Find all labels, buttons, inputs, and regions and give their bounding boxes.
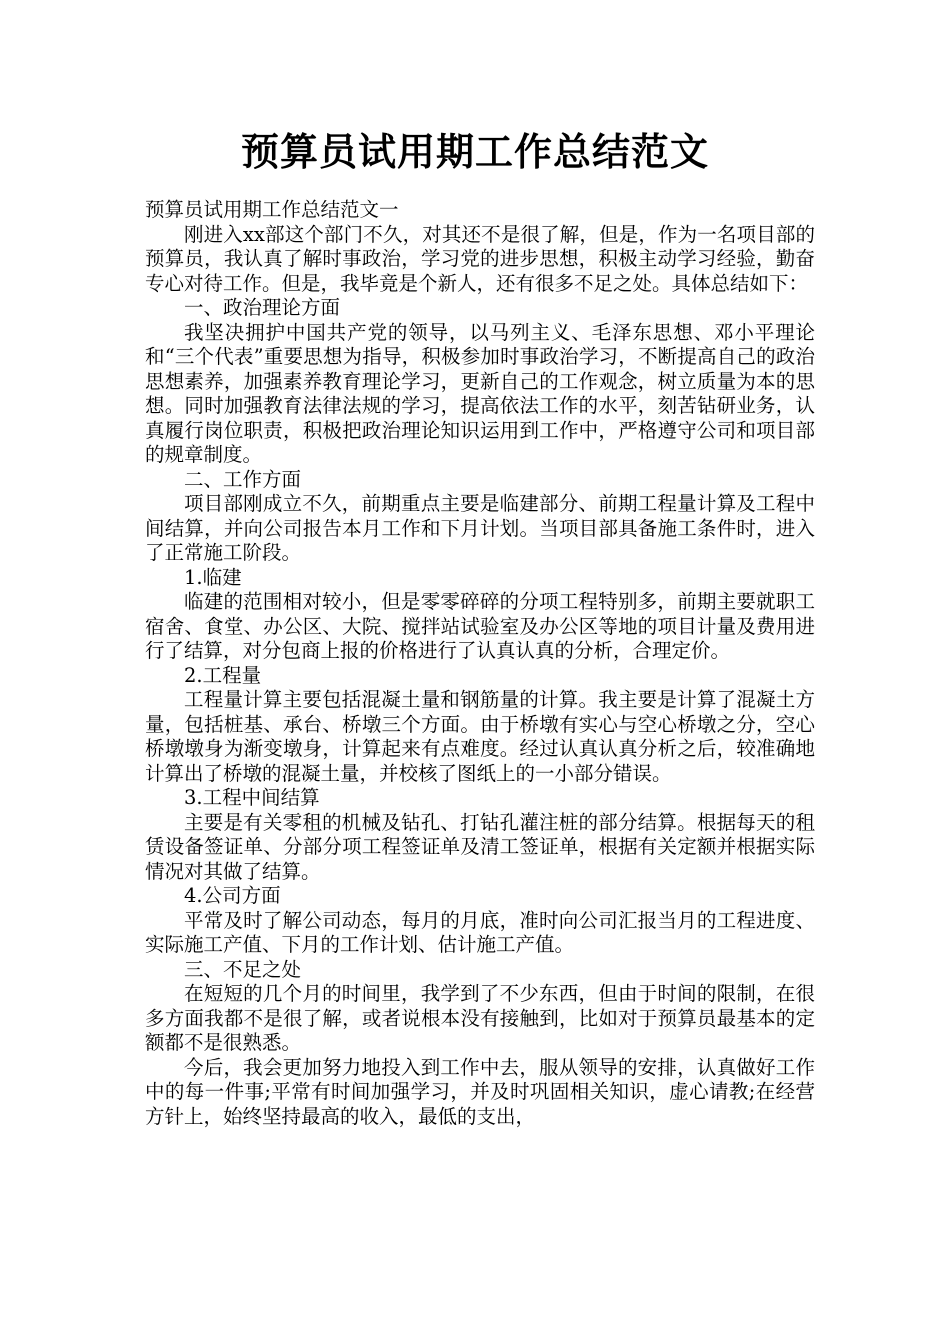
section-heading: 1.临建: [184, 565, 242, 589]
paragraph: 临建的范围相对较小，但是零零碎碎的分项工程特别多，前期主要就职工宿舍、食堂、办公区、大院、搅拌站试验室及办公区等地的项目计量及费用进行了结算，对分包商上报的价格进行了认真认真的分析，合理定价。: [145, 590, 815, 662]
paragraph: 今后，我会更加努力地投入到工作中去，服从领导的安排，认真做好工作中的每一件事;平常有时间加强学习，并及时巩固相关知识，虚心请教;在经营方针上，始终坚持最高的收入，最低的支出，: [145, 1055, 815, 1128]
section-heading: 3.工程中间结算: [184, 786, 320, 809]
section-heading: 2.工程量: [184, 663, 262, 687]
paragraph: 平常及时了解公司动态，每月的月底，准时向公司汇报当月的工程进度、实际施工产值、下月的工作计划、估计施工产值。: [145, 908, 815, 956]
paragraph: 工程量计算主要包括混凝土量和钢筋量的计算。我主要是计算了混凝土方量，包括桩基、承台、桥墩三个方面。由于桥墩有实心与空心桥墩之分，空心桥墩墩身为渐变墩身，计算起来有点难度。经过认真认真分析之后，较准确地计算出了桥墩的混凝土量，并校核了图纸上的一小部分错误。: [145, 688, 815, 785]
paragraph: 我坚决拥护中国共产党的领导，以马列主义、毛泽东思想、邓小平理论和“三个代表”重要思想为指导，积极参加时事政治学习，不断提高自己的政治思想素养，加强素养教育理论学习，更新自己的工作观念，树立质量为本的思想。同时加强教育法律法规的学习，提高依法工作的水平，刻苦钻研业务，认真履行岗位职责，积极把政治理论知识运用到工作中，严格遵守公司和项目部的规章制度。: [145, 320, 815, 466]
document-title: 预算员试用期工作总结范文: [240, 130, 709, 174]
paragraph: 项目部刚成立不久，前期重点主要是临建部分、前期工程量计算及工程中间结算，并向公司报告本月工作和下月计划。当项目部具备施工条件时，进入了正常施工阶段。: [145, 492, 815, 564]
paragraph: 在短短的几个月的时间里，我学到了不少东西，但由于时间的限制，在很多方面我都不是很了解，或者说根本没有接触到，比如对于预算员最基本的定额都不是很熟悉。: [145, 982, 815, 1054]
section-heading: 一、政治理论方面: [184, 296, 341, 319]
section-heading: 二、工作方面: [184, 467, 302, 491]
section-heading: 4.公司方面: [184, 884, 281, 907]
section-heading: 三、不足之处: [184, 957, 302, 981]
paragraph: 主要是有关零租的机械及钻孔、打钻孔灌注桩的部分结算。根据每天的租赁设备签证单、分部分项工程签证单及清工签证单，根据有关定额并根据实际情况对其做了结算。: [145, 810, 815, 883]
document-body: [145, 198, 815, 1129]
paragraph: 刚进入xx部这个部门不久，对其还不是很了解，但是，作为一名项目部的预算员，我认真了解时事政治，学习党的进步思想，积极主动学习经验，勤奋专心对待工作。但是，我毕竟是个新人，还有很多不足之处。具体总结如下：: [145, 222, 815, 295]
document-subtitle: 预算员试用期工作总结范文一: [145, 198, 399, 221]
